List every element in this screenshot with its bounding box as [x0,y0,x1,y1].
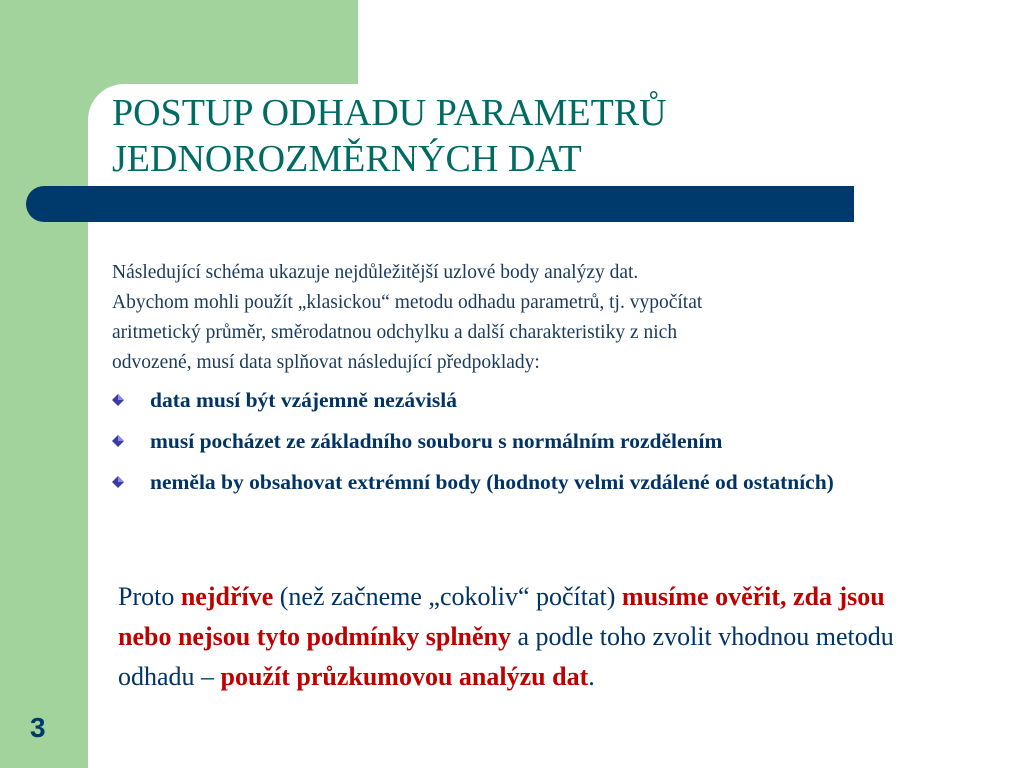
list-item [112,466,972,499]
diamond-bullet-icon [112,394,124,406]
list-item [112,384,972,417]
closing-text: a podle toho zvolit vhodnou metodu odhadu – [118,622,894,691]
background-green-sidebar [0,0,88,768]
intro-line: aritmetický průměr, směrodatnou odchylku a další charakteristiky z nich [112,322,678,343]
closing-emphasis: nejdříve [180,582,274,611]
closing-text: Proto [118,582,181,611]
intro-paragraph [112,258,912,378]
closing-text: (než začneme „cokoliv“ počítat) [273,582,622,611]
closing-paragraph [118,577,918,697]
closing-text: . [588,662,595,691]
diamond-bullet-icon [112,435,124,447]
list-item-text: neměla by obsahovat extrémní body (hodnoty velmi vzdálené od ostatních) [150,470,834,494]
page-number: 3 [30,712,46,743]
slide-title [112,90,667,182]
closing-emphasis: musíme ověřit, zda jsou nebo nejsou tyto podmínky splněny [118,582,885,651]
diamond-bullet-icon [112,476,124,488]
title-underline-bar [26,186,854,222]
intro-line: odvozené, musí data splňovat následující předpoklady: [112,352,540,373]
list-item-text: musí pocházet ze základního souboru s normálním rozdělením [150,429,723,453]
intro-line: Abychom mohli použít „klasickou“ metodu odhadu parametrů, tj. vypočítat [112,292,703,313]
assumptions-list [112,384,972,507]
slide-title-line-2: JEDNOROZMĚRNÝCH DAT [112,138,582,180]
slide-title-line-1: POSTUP ODHADU PARAMETRŮ [112,92,667,134]
list-item-text: data musí být vzájemně nezávislá [150,388,457,412]
list-item [112,425,972,458]
closing-emphasis: použít průzkumovou analýzu dat [220,662,589,691]
intro-line: Následující schéma ukazuje nejdůležitější uzlové body analýzy dat. [112,262,639,283]
